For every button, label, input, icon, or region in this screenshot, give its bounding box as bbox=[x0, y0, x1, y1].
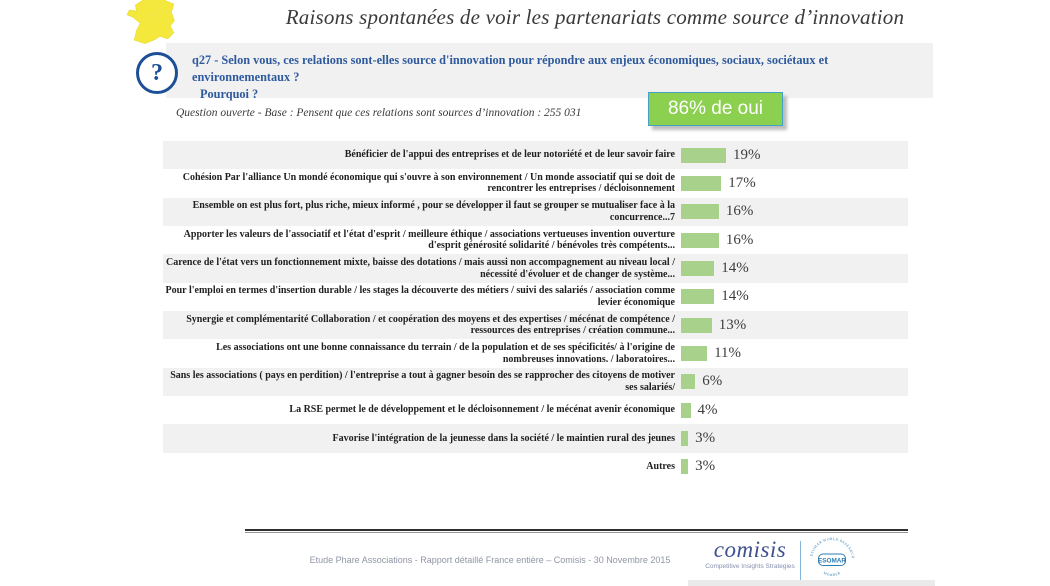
bar bbox=[681, 176, 721, 191]
highlight-badge: 86% de oui bbox=[648, 92, 783, 126]
chart-row bbox=[163, 283, 908, 311]
bar bbox=[681, 148, 726, 163]
chart-row bbox=[163, 339, 908, 367]
bar-value: 19% bbox=[733, 146, 761, 163]
comisis-tagline: Competitive Insights Strategies bbox=[705, 563, 795, 570]
bar-value: 17% bbox=[728, 174, 756, 191]
logo-separator bbox=[800, 541, 801, 581]
bar-chart bbox=[163, 141, 908, 482]
bar-label: Bénéficier de l'appui des entreprises et de leur notoriété et de leur savoir faire bbox=[344, 149, 675, 161]
bar-value: 13% bbox=[718, 316, 747, 333]
footer-divider-thin bbox=[245, 532, 908, 533]
bar bbox=[681, 374, 695, 389]
bar-value: 3% bbox=[695, 430, 716, 447]
chart-row bbox=[163, 424, 908, 452]
bar-label: Synergie et complémentarité Collaboration / et coopération des moyens et des expertises / mécénat de compétence / ressources des entreprises / création commune... bbox=[186, 313, 675, 337]
bar-label: Favorise l'intégration de la jeunesse dans la société / le maintien rural des jeunes bbox=[332, 432, 675, 444]
bar-label: Apporter les valeurs de l'associatif et l'état d'esprit / meilleure éthique / associations vertueuses invention ouverture d'esprit générosité solidarité / bénévoles très compétents... bbox=[183, 228, 675, 252]
bar-value: 14% bbox=[721, 288, 749, 305]
bar-value: 6% bbox=[702, 373, 723, 390]
bar-value: 16% bbox=[725, 203, 754, 220]
bar bbox=[681, 233, 719, 248]
bottom-strip bbox=[688, 580, 935, 586]
chart-row bbox=[163, 453, 908, 481]
bar-label: Ensemble on est plus fort, plus riche, mieux informé , pour se développer il faut se grouper se mutualiser face à la concurrence...7 bbox=[192, 200, 675, 223]
bar-value: 14% bbox=[721, 260, 749, 277]
bar bbox=[681, 289, 714, 304]
bar-label: Cohésion Par l'alliance Un mondé économique qui s'ouvre à son environnement / Un monde associatif qui se doit de rencontrer les entreprises / décloisonnement bbox=[182, 171, 675, 195]
bar-label: Autres bbox=[646, 461, 675, 473]
bar-value: 16% bbox=[725, 231, 754, 248]
esomar-member-text: MEMBER bbox=[822, 570, 842, 578]
bar bbox=[681, 431, 688, 446]
esomar-ring-text: ESOMAR WORLD RESEARCH bbox=[809, 536, 855, 559]
chart-row bbox=[163, 311, 908, 339]
chart-row bbox=[163, 254, 908, 282]
bar bbox=[681, 204, 719, 219]
chart-row bbox=[163, 226, 908, 254]
bar-label: Les associations ont une bonne connaissance du terrain / de la population et de ses spécificités/ à l'origine de nombreuses innovations. / laboratoires... bbox=[216, 342, 675, 365]
chart-row bbox=[163, 141, 908, 169]
chart-row bbox=[163, 198, 908, 226]
bar-label: Sans les associations ( pays en perdition) / l'entreprise a tout à gagner besoin des se rapprocher des citoyens de motiver ses salariés/ bbox=[170, 370, 675, 393]
bar-label: Carence de l'état vers un fonctionnement mixte, baisse des dotations / mais aussi non accompagnement au niveau local / nécessité d'évoluer et de changer de système... bbox=[166, 257, 675, 280]
base-note: Question ouverte - Base : Pensent que ces relations sont sources d’innovation : 255 031 bbox=[176, 107, 582, 119]
bar bbox=[681, 459, 688, 474]
page-title: Raisons spontanées de voir les partenariats comme source d’innovation bbox=[285, 5, 905, 29]
bar-value: 11% bbox=[714, 345, 742, 362]
chart-row bbox=[163, 368, 908, 396]
bar-value: 3% bbox=[695, 458, 716, 475]
bar bbox=[681, 403, 691, 418]
bar bbox=[681, 346, 707, 361]
comisis-logo bbox=[700, 538, 800, 570]
bar bbox=[681, 318, 712, 333]
footer-text: Etude Phare Associations - Rapport détaillé France entière – Comisis - 30 Novembre 2015 bbox=[309, 555, 671, 565]
esomar-label: ESOMAR bbox=[817, 557, 847, 565]
footer-divider bbox=[245, 529, 908, 531]
bar-label: Pour l'emploi en termes d'insertion durable / les stages la découverte des métiers / suivi des salariés / association comme levier économique bbox=[165, 285, 675, 308]
bar bbox=[681, 261, 714, 276]
chart-row bbox=[163, 169, 908, 197]
chart-row bbox=[163, 396, 908, 424]
comisis-logo-text: comisis bbox=[713, 537, 787, 562]
question-text bbox=[192, 52, 927, 103]
esomar-logo bbox=[807, 535, 857, 585]
question-line-1: q27 - Selon vous, ces relations sont-elles source d'innovation pour répondre aux enjeux économiques, sociaux, sociétaux et environnementaux ? bbox=[192, 53, 829, 84]
question-mark-icon: ? bbox=[136, 52, 178, 94]
bar-value: 4% bbox=[697, 401, 718, 418]
bar-label: La RSE permet le de développement et le décloisonnement / le mécénat avenir économique bbox=[289, 404, 675, 416]
question-line-2: Pourquoi ? bbox=[200, 87, 259, 101]
